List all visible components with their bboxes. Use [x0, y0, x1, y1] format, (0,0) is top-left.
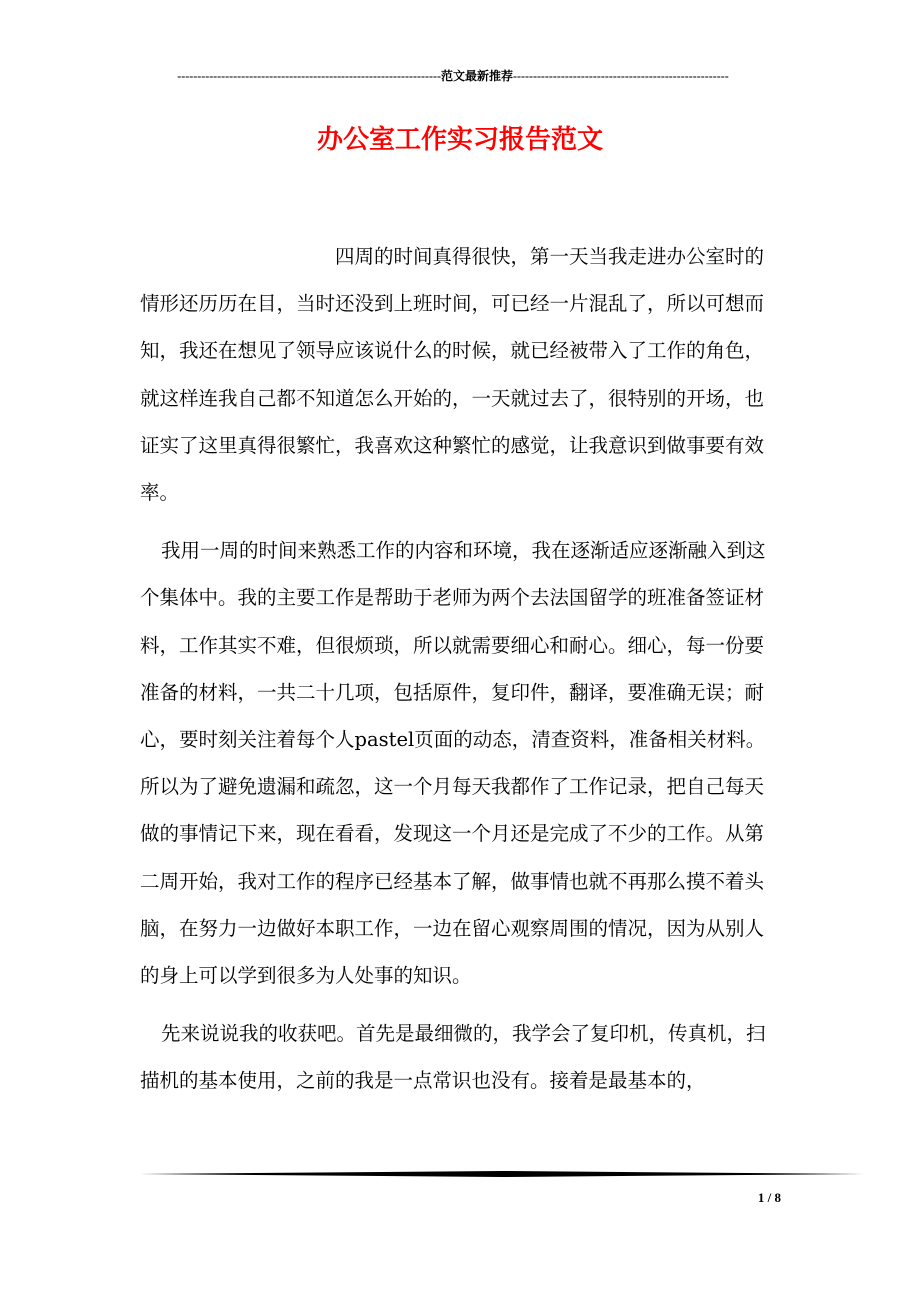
footer-divider	[140, 1171, 864, 1177]
page-number: 1 / 8	[757, 1190, 781, 1205]
paragraph-1: 四周的时间真得很快，第一天当我走进办公室时的情形还历历在目，当时还没到上班时间，可已经一片混乱了，所以可想而知，我还在想见了领导应该说什么的时候，就已经被带入了工作的角色，就这样连我自己都不知道怎么开始的，一天就过去了，很特别的开场，也证实了这里真得很繁忙，我喜欢这种繁忙的感觉，让我意识到做事要有效率。	[140, 245, 765, 505]
header-banner: ------------------------------------------------------------------范文最新推荐------------------------------------------------------	[177, 69, 729, 83]
document-title: 办公室工作实习报告范文	[316, 125, 603, 155]
paragraph-3: 先来说说我的收获吧。首先是最细微的，我学会了复印机，传真机，扫描机的基本使用，之前的我是一点常识也没有。接着是最基本的，	[140, 1022, 766, 1093]
paragraph-2: 我用一周的时间来熟悉工作的内容和环境，我在逐渐适应逐渐融入到这个集体中。我的主要工作是帮助于老师为两个去法国留学的班准备签证材料，工作其实不难，但很烦琐，所以就需要细心和耐心。细心，每一份要准备的材料，一共二十几项，包括原件，复印件，翻译，要准确无误；耐心，要时刻关注着每个人pastel页面的动态，清查资料，准备相关材料。所以为了避免遗漏和疏忽，这一个月每天我都作了工作记录，把自己每天做的事情记下来，现在看看，发现这一个月还是完成了不少的工作。从第二周开始，我对工作的程序已经基本了解，做事情也就不再那么摸不着头脑，在努力一边做好本职工作，一边在留心观察周围的情况，因为从别人的身上可以学到很多为人处事的知识。	[140, 539, 766, 988]
document-body	[140, 233, 782, 1116]
